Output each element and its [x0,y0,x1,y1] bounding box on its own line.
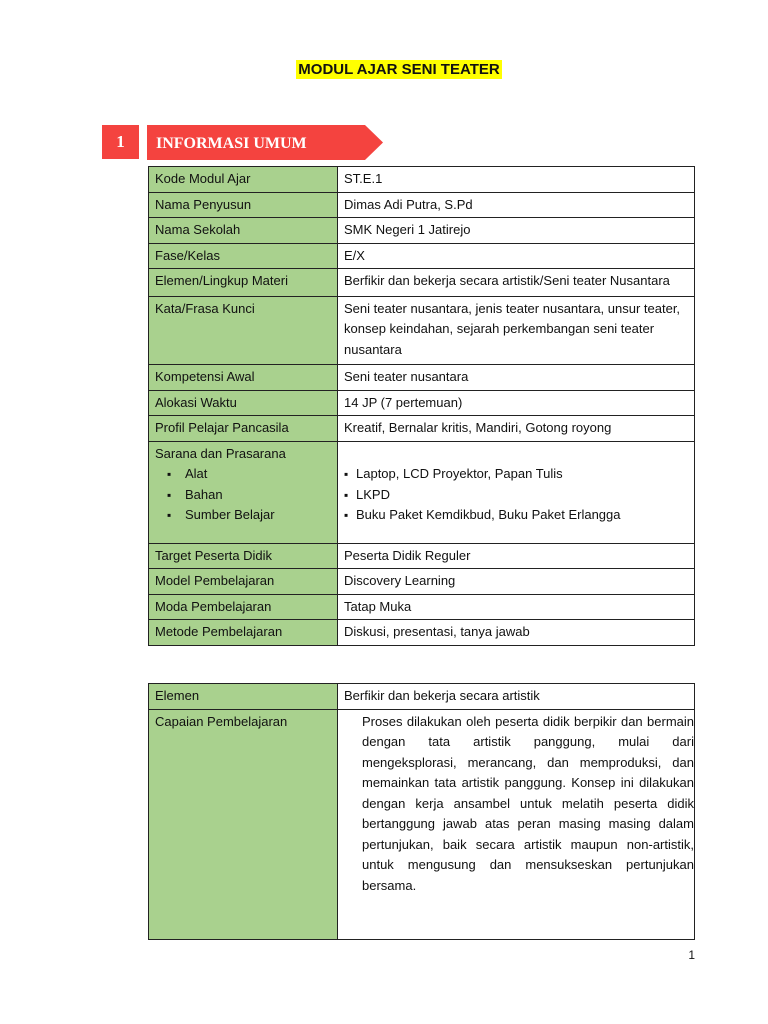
row-value: Berfikir dan bekerja secara artistik [338,684,695,710]
page-number: 1 [688,948,695,962]
row-value: Peserta Didik Reguler [338,543,695,569]
table-row [149,543,695,569]
row-value: SMK Negeri 1 Jatirejo [338,218,695,244]
table-row [149,441,695,543]
row-label: Kompetensi Awal [149,365,338,391]
row-label: Kata/Frasa Kunci [149,296,338,365]
row-label: Metode Pembelajaran [149,620,338,646]
table-row [149,269,695,297]
row-label: Fase/Kelas [149,243,338,269]
row-label: Nama Sekolah [149,218,338,244]
capaian-table [148,683,695,940]
table-row [149,192,695,218]
row-label: Capaian Pembelajaran [149,709,338,939]
row-value-sarana [338,441,695,543]
row-value: Diskusi, presentasi, tanya jawab [338,620,695,646]
table-row [149,620,695,646]
table-row [149,569,695,595]
info-table [148,166,695,646]
row-value: E/X [338,243,695,269]
row-label: Kode Modul Ajar [149,167,338,193]
row-label: Profil Pelajar Pancasila [149,416,338,442]
table-row [149,365,695,391]
list-item: ▪ Bahan [155,485,331,506]
table-row [149,296,695,365]
table-row [149,684,695,710]
row-label: Moda Pembelajaran [149,594,338,620]
table-row [149,594,695,620]
row-label: Target Peserta Didik [149,543,338,569]
row-value: ST.E.1 [338,167,695,193]
list-item: ▪ Sumber Belajar [155,505,331,526]
sarana-value-list [344,464,688,526]
row-value: 14 JP (7 pertemuan) [338,390,695,416]
list-item: ▪ Buku Paket Kemdikbud, Buku Paket Erlangga [344,505,688,526]
section-number: 1 [102,125,139,159]
row-label-sarana [149,441,338,543]
row-label: Elemen [149,684,338,710]
list-item: ▪ Alat [155,464,331,485]
capaian-text: Proses dilakukan oleh peserta didik berpikir dan bermain dengan tata artistik panggung, mulai dari mengeksplorasi, merancang, dan memproduksi, dan memainkan tata artistik panggung. Konsep ini dilakukan dengan kerja ansambel untuk melatih peserta didik bertanggung jawab atas peran masing masing dalam pertunjukan, baik secara artistik maupun non-artistik, untuk mengusung dan mensukseskan pertunjukan bersama. [338,709,695,939]
document-title-wrap [0,61,768,79]
row-value: Seni teater nusantara [338,365,695,391]
list-item: ▪ Laptop, LCD Proyektor, Papan Tulis [344,464,688,485]
sarana-label-list [155,464,331,526]
row-label: Alokasi Waktu [149,390,338,416]
table-row [149,390,695,416]
row-value: Discovery Learning [338,569,695,595]
section-title: INFORMASI UMUM [156,135,307,152]
row-value: Berfikir dan bekerja secara artistik/Seni teater Nusantara [338,269,695,297]
sarana-label: Sarana dan Prasarana [155,445,286,461]
row-value: Dimas Adi Putra, S.Pd [338,192,695,218]
row-value: Tatap Muka [338,594,695,620]
table-row [149,709,695,939]
document-title: MODUL AJAR SENI TEATER [298,61,500,78]
table-row [149,416,695,442]
row-label: Elemen/Lingkup Materi [149,269,338,297]
table-row [149,167,695,193]
row-value: Kreatif, Bernalar kritis, Mandiri, Gotong royong [338,416,695,442]
section-banner [147,125,383,160]
table-row [149,243,695,269]
list-item: ▪ LKPD [344,485,688,506]
row-label: Nama Penyusun [149,192,338,218]
row-label: Model Pembelajaran [149,569,338,595]
table-row [149,218,695,244]
row-value: Seni teater nusantara, jenis teater nusantara, unsur teater, konsep keindahan, sejarah perkembangan seni teater nusantara [338,296,695,365]
